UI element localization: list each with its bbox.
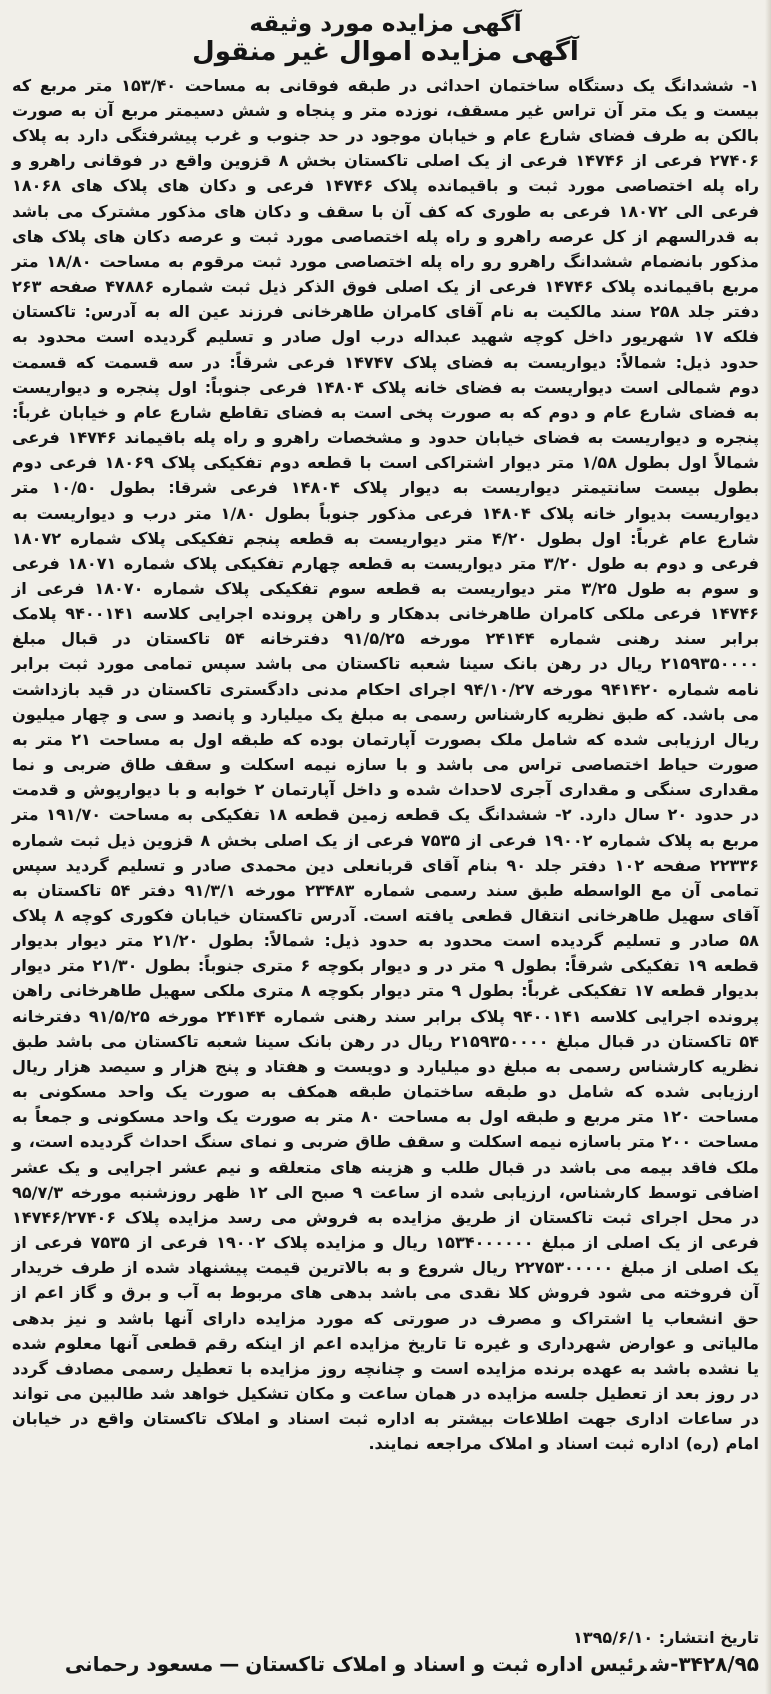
notice-title-secondary: آگهی مزایده اموال غیر منقول: [192, 36, 579, 67]
publish-date: تاریخ انتشار: ۱۳۹۵/۶/۱۰: [573, 1628, 759, 1647]
signatory-name: مسعود رحمانی: [64, 1652, 214, 1676]
notice-title-primary: آگهی مزایده مورد وثیقه: [249, 11, 522, 37]
signature-dash: —: [219, 1652, 240, 1676]
paper-edge-shadow: [765, 0, 771, 1694]
signature-line: [12, 1649, 759, 1679]
signatory-title: رئیس اداره ثبت و اسناد و املاک تاکستان: [245, 1652, 647, 1676]
notice-footer: [12, 1627, 759, 1679]
notice-code: ۳۴۲۸/۹۵-ش: [650, 1652, 759, 1676]
notice-body: ۱- ششدانگ یک دستگاه ساختمان احداثی در طبقه فوقانی به مساحت ۱۵۳/۴۰ متر مربع که بیست و یک متر آن تراس غیر مسقف، نوزده متر و پنجاه و شش دسیمتر مربع آن به صورت بالکن به طرف فضای شارع عام و خیابان موجود در حد جنوب و غرب پیشرفتگی دارد به پلاک ۲۷۴۰۶ فرعی از ۱۴۷۴۶ فرعی از یک اصلی تاکستان بخش ۸ قزوین واقع در فوقانی راهرو و راه پله اختصاصی مورد ثبت و باقیمانده پلاک ۱۴۷۴۶ فرعی و دکان های پلاک های ۱۸۰۶۸ فرعی الی ۱۸۰۷۲ فرعی به طوری که کف آن با سقف و دکان های مذکور مشترک می باشد به قدرالسهم از کل عرصه راهرو و راه پله اختصاصی مورد ثبت و عرصه دکان های پلاک های مذکور بانضمام ششدانگ راهرو رو راه پله اختصاصی مورد ثبت مرقوم به مساحت ۱۸/۸۰ متر مربع باقیمانده پلاک ۱۴۷۴۶ فرعی از یک اصلی فوق الذکر ذیل ثبت شماره ۴۷۸۸۶ صفحه ۲۶۳ دفتر جلد ۲۵۸ سند مالکیت به نام آقای کامران طاهرخانی فرزند عین اله به آدرس: تاکستان فلکه ۱۷ شهریور داخل کوچه شهید عبداله درب اول صادر و تسلیم گردیده است محدود به حدود ذیل: شمالاً: دیواریست به فضای پلاک ۱۴۷۴۷ فرعی شرقاً: در سه قسمت که قسمت دوم شمالی است دیواریست به فضای خانه پلاک ۱۴۸۰۴ فرعی جنوباً: اول پنجره و دیواریست به فضای شارع عام و دوم که به صورت پخی است به فضای تقاطع شارع عام و خیابان غرباً: پنجره و دیواریست به فضای خیابان حدود و مشخصات راهرو و راه پله باقیماند ۱۴۷۴۶ فرعی شمالاً اول بطول ۱/۵۸ متر دیوار اشتراکی است با قطعه دوم تفکیکی پلاک ۱۸۰۶۹ فرعی دوم بطول بیست سانتیمتر دیواریست به دیوار پلاک ۱۴۸۰۴ فرعی شرقا: بطول ۱۰/۵۰ متر دیواریست بدیوار خانه پلاک ۱۴۸۰۴ فرعی مذکور جنوباً بطول ۱/۸۰ متر درب و دیواریست به شارع عام غرباً: اول بطول ۴/۲۰ متر دیواریست به قطعه پنجم تفکیکی پلاک شماره ۱۸۰۷۲ فرعی و دوم به طول ۳/۲۰ متر دیواریست به قطعه چهارم تفکیکی پلاک شماره ۱۸۰۷۱ فرعی و سوم به طول ۳/۲۵ متر دیواریست به قطعه سوم تفکیکی پلاک شماره ۱۸۰۷۰ فرعی از ۱۴۷۴۶ فرعی ملکی کامران طاهرخانی بدهکار و راهن پرونده اجرایی کلاسه ۹۴۰۰۱۴۱ پلامک برابر سند رهنی شماره ۲۴۱۴۴ مورخه ۹۱/۵/۲۵ دفترخانه ۵۴ تاکستان در قبال مبلغ ۲۱۵۹۳۵۰۰۰۰ ریال در رهن بانک سینا شعبه تاکستان می باشد سپس تمامی مورد ثبت برابر نامه شماره ۹۴۱۴۲۰ مورخه ۹۴/۱۰/۲۷ اجرای احکام مدنی دادگستری تاکستان در قید بازداشت می باشد. که طبق نظریه کارشناس رسمی به مبلغ یک میلیارد و پانصد و سی و چهار میلیون ریال ارزیابی شده که شامل ملک بصورت آپارتمان بوده که طبقه اول به مساحت ۲۱ متر به صورت حیاط اختصاصی تراس می باشد و با سازه نیمه اسکلت و سقف طاق ضربی و نما مقداری سنگی و مقداری آجری لاحداث شده و داخل آپارتمان ۲ خوابه و با دیوارپوش و قدمت در حدود ۲۰ سال دارد. ۲- ششدانگ یک قطعه زمین قطعه ۱۸ تفکیکی به مساحت ۱۹۱/۷۰ متر مربع به پلاک شماره ۱۹۰۰۲ فرعی از ۷۵۳۵ فرعی از یک اصلی بخش ۸ قزوین ذیل ثبت شماره ۲۲۳۳۶ صفحه ۱۰۲ دفتر جلد ۹۰ بنام آقای قربانعلی دین محمدی صادر و تسلیم گردید سپس تمامی آن مع الواسطه طبق سند رسمی شماره ۲۳۴۸۳ مورخه ۹۱/۳/۱ دفتر ۵۴ تاکستان به آقای سهیل طاهرخانی انتقال قطعی یافته است. آدرس تاکستان خیابان فکوری کوچه ۸ پلاک ۵۸ صادر و تسلیم گردیده است محدود به حدود ذیل: شمالاً: بطول ۲۱/۲۰ متر دیوار بدیوار قطعه ۱۹ تفکیکی شرقاً: بطول ۹ متر در و دیوار بکوچه ۶ متری جنوباً: بطول ۲۱/۳۰ متر دیوار بدیوار قطعه ۱۷ تفکیکی غرباً: بطول ۹ متر دیوار بکوچه ۸ متری ملکی سهیل طاهرخانی راهن پرونده اجرایی کلاسه ۹۴۰۰۱۴۱ پلاک برابر سند رهنی شماره ۲۴۱۴۴ مورخه ۹۱/۵/۲۵ دفترخانه ۵۴ تاکستان در قبال مبلغ ۲۱۵۹۳۵۰۰۰۰ ریال در رهن بانک سینا شعبه تاکستان می باشد طبق نظریه کارشناس رسمی به مبلغ دو میلیارد و دویست و هفتاد و پنج هزار و سیصد هزار ریال ارزیابی شده که شامل دو طبقه ساختمان طبقه همکف به صورت یک واحد مسکونی به مساحت ۱۲۰ متر مربع و طبقه اول به مساحت ۸۰ متر به صورت یک واحد مسکونی و جمعاً به مساحت ۲۰۰ متر باسازه نیمه اسکلت و سقف طاق ضربی و نمای سنگ احداث گردیده است، و ملک فاقد بیمه می باشد در قبال طلب و هزینه های متعلقه و نیم عشر اجرایی و یک عشر اضافی توسط کارشناس، ارزیابی شده از ساعت ۹ صبح الی ۱۲ ظهر روزشنبه مورخه ۹۵/۷/۳ در محل اجرای ثبت تاکستان از طریق مزایده به فروش می رسد مزایده پلاک ۱۴۷۴۶/۲۷۴۰۶ فرعی از یک اصلی از مبلغ ۱۵۳۴۰۰۰۰۰۰ ریال و مزایده پلاک ۱۹۰۰۲ فرعی از ۷۵۳۵ فرعی از یک اصلی از مبلغ ۲۲۷۵۳۰۰۰۰۰ ریال شروع و به بالاترین قیمت پیشنهاد شده از طرف خریدار آن فروخته می شود فروش کلا نقدی می باشد بدهی های مربوط به آب و برق و گاز اعم از حق انشعاب یا اشتراک و مصرف در صورتی که مورد مزایده دارای آنها باشد و نیز بدهی مالیاتی و عوارض شهرداری و غیره تا تاریخ مزایده اعم از اینکه رقم قطعی آنها معلوم شده یا نشده باشد به عهده برنده مزایده است و چنانچه روز مزایده با تعطیل رسمی مصادف گردد در روز بعد از تعطیل جلسه مزایده در همان ساعت و مکان تشکیل خواهد شد طالبین می تواند در ساعات اداری جهت اطلاعات بیشتر به اداره ثبت اسناد و املاک تاکستان واقع در خیابان امام (ره) اداره ثبت اسناد و املاک مراجعه نمایند.: [12, 75, 760, 1454]
